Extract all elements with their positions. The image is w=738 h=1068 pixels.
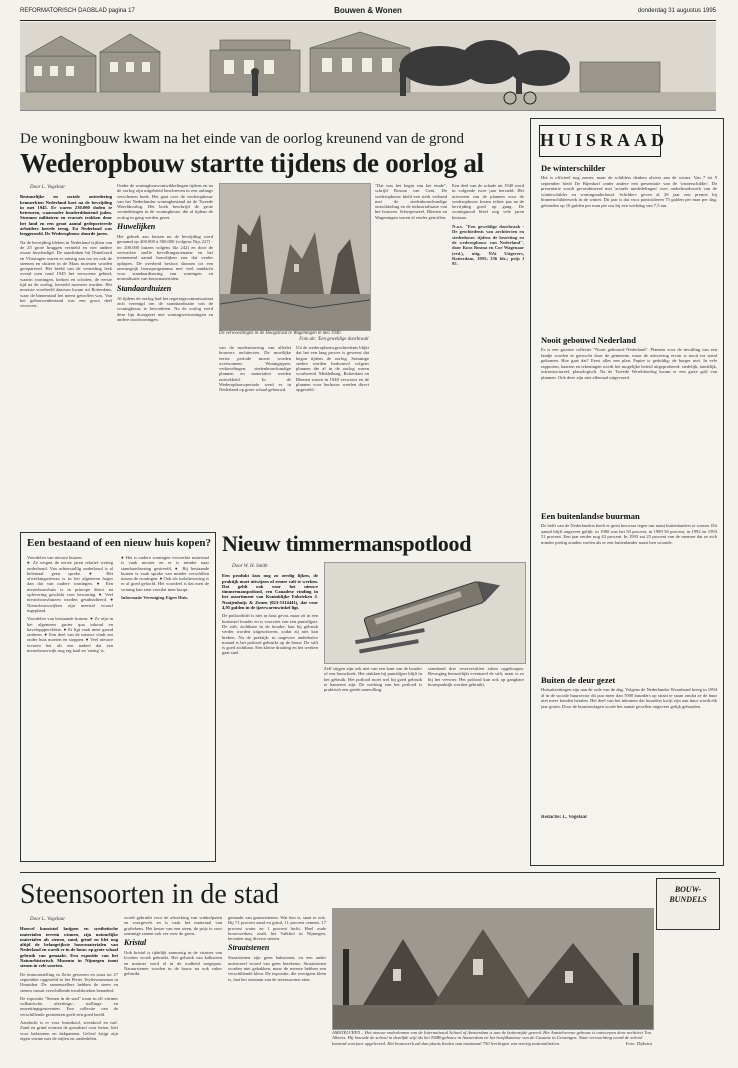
stones-column-2: [124, 915, 222, 1063]
stones-body-6: gemaakt van granietstenen. Wat hen is, staat er ook. Bij 71 procent zand en grind, 11 procent cement, 17 procent water en 1 procent lucht. Hoel oude bouwwerken, zoals het Valkhof in Nijmegen, bevatten nog diverse stenen.: [228, 915, 326, 942]
stones-column-3: [228, 915, 326, 1063]
pencil-column-2: [324, 666, 422, 862]
buy-advice-box: [20, 532, 216, 862]
box-column-2: [121, 555, 209, 855]
pencil-column-3: [428, 666, 524, 862]
article-headline: Wederopbouw startte tijdens de oorlog al: [20, 148, 484, 178]
article-body-7: "Dat was het begin van het einde", schrijft Bosma van Gent. De wederopbouw hield een sterk verband met de stedenbouwkundige ontwikkeling en de industrialisatie van het bouwen. Scherpenzeel, Rhenen en Wageningen waren al eerder getroffen.: [375, 183, 447, 220]
stones-body-1: De tentoonstelling in Zeist gewezen en staat tot 27 september opgesteld in het Pieter Teylersmuseum in IJmuiden. De samenstellers hebben de steen en stenen vanuit verschillende invalshoeken benaderd.: [20, 971, 118, 993]
sidebar-title-buurman: Een buitenlandse buurman: [541, 511, 640, 521]
book-note: N.a.v. "Een geweldige doorbraak - De geschiedenis van architecten en stedenbouw tijdens de bezetting en de wederopbouw van Nederland", door Koos Bosma en Cor Wagenaar (red.), uitg. NAi Uitgevers, Rotterdam, 1995; 336 blz.; prijs f 95.: [452, 224, 524, 267]
sidebar-title-winterschilder: De winterschilder: [541, 163, 606, 173]
school-building-photo: [332, 908, 654, 1030]
sidebar-body-winterschilder: Het is officieel nog zomer, maar de schilders denken alweer aan de winter. Van 7 tot 9 september biedt De Bijenkorf onder andere een presentatie van de 'winterschilder'. De presentatie wordt gecombineerd met 'actuele mededelingen' over onderhoudswerk van de winterschilder en woningonderhoud. Schilders geven al 28 jaar een premie bij binnenschilderwerk in de winter. Dit jaar is dat voor particulieren 75 gulden per man per dag, gebonden op 10 gulden per man per uur bij een werkdag van 7,5 uur.: [541, 175, 717, 208]
photo-caption-text: De verwoestingen in de Hoogstraat te Wageningen in mei 1940.: [219, 331, 342, 336]
article-body-6: Uit de wederopbouwgeschiedenis blijkt dat het een lang proces is geweest dat begon tijdens de oorlog. Sommige steden werden herbouwd volgens plannen die al in de oorlog waren voorbereid. Middelburg, Rotterdam en Rhenen waren in 1940 verwoest en de plannen voor herbouw werden direct opgesteld.: [296, 345, 369, 393]
article-body-4: Al tijdens de oorlog had het regeringscommissariaat zich verenigd om de standaardisatie van de woningbouw te bevorderen. Na de oorlog werd deze lijn doorgezet met woningwetwoningen en andere noodwoningen.: [117, 295, 213, 322]
page-header: [20, 4, 716, 21]
banner-drawing: [20, 22, 716, 110]
stones-body-4: wordt gebruikt voor de afwerking van winkelpuien en voorgevels en is vaak het materiaal van graftekens. Het keuze van een steen, de prijs is voor sommige ramen ook ver over de grens.: [124, 915, 222, 936]
article-body-1: Na de bevrijding bleken in Nederland vijftien van de 25 grote bruggen vernield en vier andere zwaar beschadigd. De aanslinken bij Dinteloord en Vlissingen waren er ernstig aan toe en ook de steenen en sluizen in de Maas moesten worden gerepareerd. Het beeld van de vernieling leek overal toen rond 1945 het verwoeste gebied, waarin woningen, kerken en scholen, de eerste tijd na de oorlog, hersteld moesten worden. Het mooiste voorbeeld daarvan kwam uit Rotterdam, waar de binnenstad het meest getroffen was. Van het gebouwenbestand was een groot deel verwoest.: [20, 239, 112, 309]
pencil-lead: Een produkt kun nog zo oerdig lijken, de praktijk moet uitwijzen of ermee valt te werken. Dat geldt ook voor het nieuwe timmermanspotlood, een Canadese vinding in het assortiment van Koninklijke Fabrieken J. Nooijenhuijs & Zonen (023-5314441), dat voor 4,95 gulden in de ijzerwarenwinkel ligt.: [222, 573, 318, 611]
sidebar-title-buiten-de-deur: Buiten de deur gezet: [541, 675, 616, 685]
sidebar-body-buiten-de-deur: Huisuitzettingen zijn aan de orde van de dag. Volgens de Nederlandse Woonbond kreeg in 1994 al in de sociale huursector dit jaar meer dan 7000 huurders op straat te staan omdat ze de huur niet meer konden betalen. Het deel van het inkomen dat huurders kwijt zijn aan huur wordt elk jaar groter. Door de huurtoeslagen wordt het aantal gevallen ongeveer gelijk gehouden.: [541, 687, 717, 709]
pencil-photo: [324, 562, 526, 664]
school-photo-drawing: [333, 909, 653, 1029]
sidebar-body-nooit-gebouwd: Er is een grootse collectie "Nooit gebouwd Nederland". Plannen voor de invulling van een landje worden er geroocht door de gemeente, maar de uitvoering ervan is nooit tot stand gekomen. Hoe gaat dat? Eerst alles een plan. Papier is geduldig; de burger niet. In vele rapporten, kaarten en tekeningen wordt het mogelijke beleid uitgeprobeerd: stedelijk, landelijk, infrastructureel, planologisch. Na de Tweede Wereldoorlog kwam er een grote golf van plannen. Ook deze zijn niet allemaal uitgevoerd.: [541, 347, 717, 380]
stones-body-7: Straatstenen zijn geen bakstenen, en een ander universeel woord van geen betekenis. Straatstenen worden niet gebakken, maar de meeste hebben een verschillende kleur. De expositie, die overigens klein is, laat het ontstaan van de steensoorten zien.: [228, 955, 326, 982]
article-column-6: [452, 183, 524, 521]
sidebar-title-nooit-gebouwd: Nooit gebouwd Nederland: [541, 335, 636, 345]
article-column-3: [219, 345, 291, 521]
subhead-huwelijken: Huwelijken: [117, 222, 156, 232]
header-section: Bouwen & Wonen: [334, 6, 402, 15]
article-body-3: Het gebrek aan huizen na de bevrijding werd geraamd op 400.000 à 500.000 (volgens Nijs 227) - ter 200.000 huizen volgens blz 242) en door de verwachte snelle bevolkingstoename en het toenemend aantal huwelijken zou dat verder oplopen. De overheid besloot daarom tot een omvangrijk bouwprogramma met veel aandacht voor standaardisering van woningen en normalisatie van bouwmaterialen.: [117, 234, 213, 282]
article-kicker: De woningbouw kwam na het einde van de oorlog kreunend van de grond: [20, 131, 465, 147]
article-column-2: [117, 183, 213, 521]
war-ruins-photo: [219, 183, 371, 331]
subhead-standaardtuizen: Standaardtuizen: [117, 283, 172, 293]
pencil-headline: Nieuw timmermanspotlood: [222, 531, 472, 556]
article-body-5: van de modernisering van allerlei bouwers architecten. De moeilijke eerste periode moest worden overwonnen. Woningtypen, verkavelingen, stedenbouwkundige plannen en materialen werden ontwikkeld. In de Wederopbouwperiode werd er in Nederland op grote schaal gebouwd.: [219, 345, 291, 393]
stones-byline: Door L. Vogelaar: [30, 917, 66, 922]
article-lead: Bestuurlijke en sociale ontredering kenmerkten Nederland kort na de bevrijding in mei 1945. Er waren 230.000 doden te betreuren, waaronder honderdduizend joden. Stromen militairen en evacués trokken door het land en een groot aantal gedeporteerde arbeiders keerde terug. En Nederland was leeggeroofd. De Wederopbouw duurde jaren.: [20, 194, 112, 237]
bouw-logo-text: BOUW-BUNDELS: [669, 885, 707, 904]
school-caption-text: AMSTELVEEN – Het nieuwe onderkomen van de International School of Amsterdam is aan de buitenzijde gereed. Het Amstelveense gebouw is ontworpen door architect Ton Alberts. Hij bouwde de school in dezelfde stijl als het NMB-gebouw in Amsterdam en het hoofdkantoor van de Gasunie in Groningen. Naar verwachting wordt de school komend voorjaar opgeleverd. Het bouwwerk zal dan plaats bieden aan maximaal 750 leerlingen van veertig nationaliteiten.: [332, 1030, 651, 1046]
article-body-2: Onder de woningbouwontwikkelingen tijdens en na de oorlog zijn uitgebreid beschreven in een onlangs verschenen boek. Het gaat over de wederopbouw van het Nederlandse woningbestand na de Tweede Wereldoorlog. Het boek beschrijft de grote veranderingen in de woningbouw, die al tijdens de oorlog in gang werden gezet.: [117, 183, 213, 220]
school-caption: [332, 1030, 652, 1046]
pencil-column-1: [222, 562, 318, 862]
subhead-kristal: Kristal: [124, 938, 147, 948]
huisraad-sidebar: [530, 118, 724, 866]
box-nadelen: Voordelen van bestaande huizen: ● Ze zijn in het algemeen groter qua inhoud en kavelopppervlakte. ● Er ligt vaak meer grond omheen. ● Een deel van de nieuwe vindt om onder huis moeten en stoppen. ● Veel nieuwe ervaren het als een nadeel dat een nieuwbouwwijk nog erg kaal en 'stenig' is.: [27, 616, 113, 654]
section-divider: [20, 872, 716, 873]
pencil-body-3: standaard drie reservestiften zitten opgeborgen. Beweging bemoeilijkt eventueel de stift, maar is zo bij het vervoer. Het potlood kan ook op gangbare bouwpraktijk worden gebruikt.: [428, 666, 524, 687]
school-photo-credit: Foto: Dijkstra: [625, 1040, 652, 1046]
stones-body-2: De expositie "Stenen in de stad" toont in elf vitrines vulkanische, afzettings-, stollings- en omzettingsgesteenten. Een collectie van de verschillende gesteenten geeft een goed beeld.: [20, 995, 118, 1017]
article-column-5: [375, 183, 447, 521]
sidebar-signature: Redactie: L. Vogelaar: [541, 815, 588, 820]
section-banner-illustration: [20, 22, 716, 111]
stones-headline: Steensoorten in de stad: [20, 879, 279, 910]
header-date: donderdag 31 augustus 1995: [637, 8, 716, 14]
header-paper-name: REFORMATORISCH DAGBLAD pagina 17: [20, 8, 135, 14]
stones-lead: Hoewel kunststof knijpen en synthetische materialen terrein winnen, zijn natuurlijke materialen als stenen, zand, grind en klei nog altijd de belangrijkste bouwmaterialen van Nederland en wordt er in de bouw op grote schaal gebruik van gemaakt. Een expositie van het Natuurhistorisch Museum in Nijmegen toont stenen in vele soorten.: [20, 926, 118, 969]
photo-caption: [219, 331, 369, 342]
ruins-photo-drawing: [220, 184, 370, 330]
article-column-1: [20, 183, 112, 521]
article-column-4: [296, 345, 369, 521]
stones-body-3: Aandacht is er voor bruinkool, steenkool en turf. Zand en grind vormen de grondstof voor beton, klei voor bakstenen en dakpannen. Geloof krijgt zijn eigen vitrine met de stijlen en onderdelen.: [20, 1020, 118, 1041]
box-source: Informatie Vereniging Eigen Huis.: [121, 595, 189, 601]
stones-column-1: [20, 915, 118, 1063]
article-body-8: Een deel van de schade uit 1940 werd in volgende twee jaar hersteld. Het uitvoeren van de plannen voor de wederopbouw kwam echter pas na de bevrijding goed op gang. De woningnood bleef nog vele jaren bestaan.: [452, 183, 524, 220]
pencil-body-2: Zelf stijgen zijn ook niet van een kant van de houder of een bouwhoek. Het stukken bij puntslijper blijft in het gebruik. Het potlood moet wel bij goed gebruik te hanteren zijn. De werking van het potlood is praktisch een goede aanvulling.: [324, 666, 422, 693]
box-column-1: [27, 555, 113, 855]
pencil-photo-drawing: [325, 563, 525, 663]
stones-body-5: Ook kristal is tijdelijk aanwezig in de vitrines van locaties wordt gebruikt. Het gebruik van kalksteen en marmer werd al in de oudheid toegepast. Natuurstenen worden in de bouw nu ook vaker gebruikt.: [124, 950, 222, 977]
huisraad-logo: HUISRAAD: [539, 125, 661, 157]
photo-credit: Foto uit: 'Een geweldige doorbraak': [299, 336, 369, 342]
sidebar-body-buurman: De helft van de Nederlanders heeft er geen bezwaar tegen om naast buitenlanders te wonen. Dit aantal blijft ongeveer gelijk: in 1980 was het 50 procent, in 1989 56 procent, in 1992 en 1993 51 procent. Een jaar eerder nog 43 procent. In 1993 zat 23 procent van de mensen dat ze zich minder prettig zouden voelen als er een buitenlander naast hen woonde.: [541, 523, 717, 545]
box-body: ● Ze vergen de eerste jaren relatief weinig onderhoud. Van achterstallig onderhoud is al helemaal geen sprake. ● Het afwerkingsniveau is in het algemeen hoger dan dat van oudere woningen. ● Een nieuwbouwhuis is in principe direct na oplevering geschikt voor bewoning. ● Veel nieuwbouwhuizen worden gesubsidieerd. ● Nieuwbouwwijken zijn meestal vooraf ingepland.: [27, 560, 113, 613]
box-body-2: ● Het is oudere woningen verwerkte materiaal is vaak mooier en er is minder naar standaardisering gestreefd. ● Bij bestaande huizen is vaak sprake van minder verschillen tussen de woningen. ● Ook als isolatiewering is er al goed geloofd. Het voordeel is dat men de woning kan zien voordat men koopt.: [121, 555, 209, 592]
bouw-logo: [656, 878, 720, 930]
article-byline: Door L. Vogelaar: [30, 185, 66, 190]
box-title: Een bestaand of een nieuw huis kopen?: [27, 537, 211, 549]
pencil-byline: Door W. H. Smith: [232, 564, 268, 569]
box-intro: Voordelen van nieuwe huizen:: [27, 555, 83, 560]
subhead-straatstenen: Straatstenen: [228, 943, 270, 953]
pencil-body: De potloodstift is niet in hout gevat, maar zit in een kunststof houder en is voorzien van een puntslijper. De stift, zichtbaar in de houder, kan bij gebruik verder worden uitgeschoven, zodat zij niet kan breken. Na de praktijk: in ongeveer anderhalve maand is het potlood gebruikt op de bouw. De stift is goed zichtbaar. Een kleine draaiing en het werken gaat snel.: [222, 613, 318, 656]
